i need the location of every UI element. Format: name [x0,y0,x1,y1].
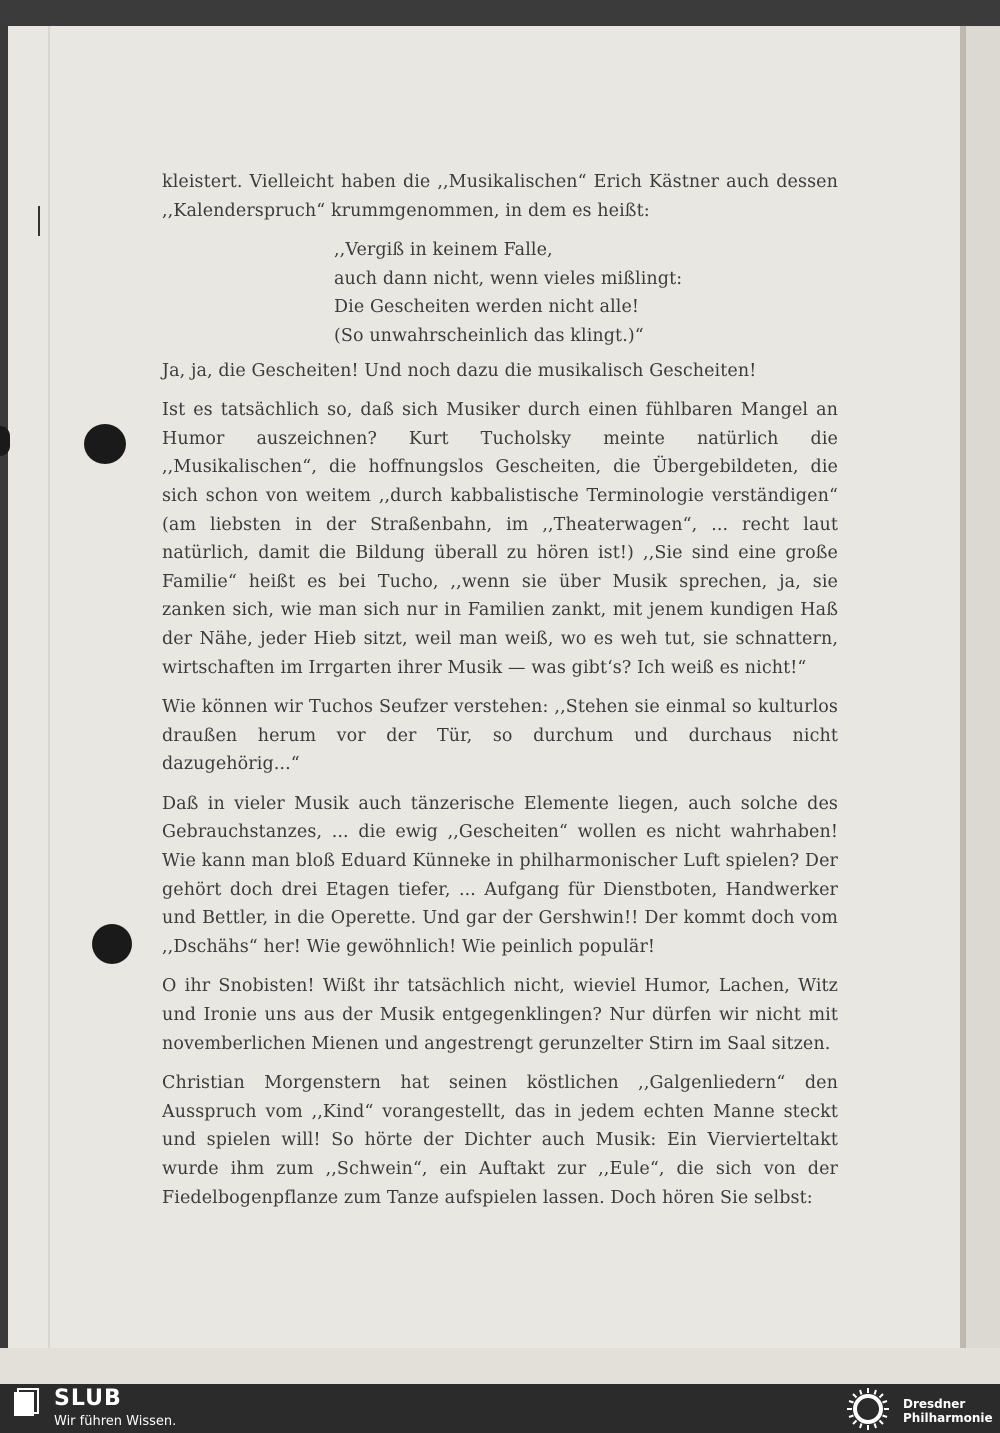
paragraph: Wie können wir Tuchos Seufzer verstehen: ,,Stehen sie einmal so kulturlos draußen herum vor der Tür, so durchum und durchaus nicht dazugehörig...“ [162,697,838,775]
paragraph: O ihr Snobisten! Wißt ihr tatsächlich nicht, wieviel Humor, Lachen, Witz und Ironie uns aus der Musik entgegenklingen? Nur dürfen wir nicht mit novemberlichen Mienen und angestrengt gerunzelter Stirn im Saal sitzen. [162,976,838,1054]
poem-line: ,,Vergiß in keinem Falle, [334,240,553,261]
poem-block [334,236,838,350]
poem-line: (So unwahrscheinlich das klingt.)“ [334,325,644,346]
page-bottom-strip [0,1348,1000,1384]
partner-name-line2: Philharmonie [903,1411,993,1425]
paragraph: Christian Morgenstern hat seinen köstlichen ,,Galgenliedern“ den Ausspruch vom ,,Kind“ vorangestellt, das in jedem echten Manne steckt und spielen will! So hörte der Dichter auch Musik: Ein Viervierteltakt wurde ihm zum ,,Schwein“, ein Auftakt zur ,,Eule“, die sich von der Fiedelbogenpflanze zum Tanze aufspielen lassen. Doch hören Sie selbst: [162,1073,838,1208]
margin-mark [38,206,40,236]
page-fold-line [48,26,50,1348]
poem-line: Die Gescheiten werden nicht alle! [334,297,640,318]
slub-name[interactable]: SLUB [54,1386,122,1411]
page-text [162,168,838,1223]
scan-top-border [0,0,1000,26]
paragraph: Ist es tatsächlich so, daß sich Musiker durch einen fühlbaren Mangel an Humor auszeichnen? Kurt Tucholsky meinte natürlich die ,,Musikalischen“, die hoffnungslos Gescheiten, die Übergebildeten, die sich schon von weitem ,,durch kabbalistische Terminologie verständigen“ (am liebsten in der Straßenbahn, im ,,Theaterwagen“, ... recht laut natürlich, damit die Bildung überall zu hören ist!) ,,Sie sind eine große Familie“ heißt es bei Tucho, ,,wenn sie über Musik sprechen, ja, sie zanken sich, wie man sich nur in Familien zankt, mit jenem kundigen Haß der Nähe, jeder Hieb sitzt, weil man weiß, wo es weh tut, sie schnattern, wirtschaften im Irrgarten ihrer Musik — was gibt‘s? Ich weiß es nicht!“ [162,400,838,678]
paragraph-intro: kleistert. Vielleicht haben die ,,Musikalischen“ Erich Kästner auch dessen ,,Kalenderspruch“ krummgenommen, in dem es heißt: [162,172,838,221]
partner-name-line1: Dresdner [903,1397,966,1411]
punch-hole-bottom [92,924,132,964]
poem-line: auch dann nicht, wenn vieles mißlingt: [334,268,683,289]
footer-bar [0,1384,1000,1433]
philharmonie-logo-icon[interactable] [842,1386,894,1432]
punch-hole-top [84,424,126,464]
paragraph: Ja, ja, die Gescheiten! Und noch dazu die musikalisch Gescheiten! [162,360,757,381]
slub-tagline: Wir führen Wissen. [54,1414,177,1429]
paragraph: Daß in vieler Musik auch tänzerische Elemente liegen, auch solche des Gebrauchstanzes, ... die ewig ,,Gescheiten“ wollen es nicht wahrhaben! Wie kann man bloß Eduard Künneke in philharmonischer Luft spielen? Der gehört doch drei Etagen tiefer, ... Aufgang für Dienstboten, Handwerker und Bettler, in die Operette. Und gar der Gershwin!! Der kommt doch vom ,,Dschähs“ her! Wie gewöhnlich! Wie peinlich populär! [162,793,838,957]
next-page-edge [966,26,1000,1348]
slub-logo-icon[interactable] [12,1388,40,1418]
